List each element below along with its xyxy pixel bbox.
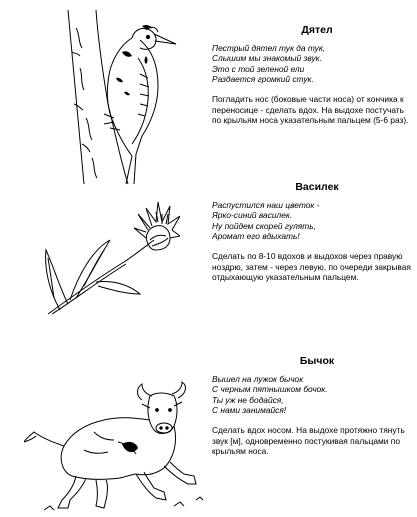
poem-line: Аромат его вдыхать! xyxy=(212,230,300,241)
bull-icon xyxy=(24,380,204,512)
poem-line: С черным пятнышком бочок. xyxy=(212,384,328,395)
poem-line: Это с той зеленой ели xyxy=(212,63,305,74)
woodpecker-icon xyxy=(62,8,180,186)
poem-line: Распустился наш цветок - xyxy=(212,200,320,210)
cornflower-section xyxy=(212,181,412,283)
instruction-text: Сделать вдох носом. На выдохе протяжно тянуть звук [м], одновременно постукивая пальцами по крыльям носа. xyxy=(212,425,405,457)
instruction-text: Погладить нос (боковые части носа) от кончика к переносице - сделать вдох. На выдохе постучать по крыльям носа указательным пальцем (5-6 раз). xyxy=(212,94,409,126)
poem xyxy=(212,43,412,84)
poem xyxy=(212,200,412,241)
section-title: Василек xyxy=(295,181,339,193)
section-title: Бычок xyxy=(299,355,335,367)
section-title: Дятел xyxy=(301,24,333,36)
poem-line: Слышим мы знакомый звук. xyxy=(212,53,322,64)
poem-line: Пестрый дятел тук да тук, xyxy=(212,43,326,53)
bull-section xyxy=(212,355,412,457)
poem-line: Ты уж не бодайся, xyxy=(212,394,284,405)
poem-line: Ярко-синий василек. xyxy=(212,210,293,221)
poem-line: Раздается громкий стук. xyxy=(212,73,314,84)
woodpecker-section xyxy=(212,24,412,126)
poem-line: Ну пойдем скорей гулять, xyxy=(212,220,316,231)
instruction-text: Сделать по 8-10 вдохов и выдохов через правую ноздрю, затем - через левую, по очереди закрывая отдыхающую указательным пальцем. xyxy=(212,251,411,283)
cornflower-icon xyxy=(40,200,180,318)
poem-line: С нами занимайся! xyxy=(212,404,287,415)
poem xyxy=(212,374,412,415)
poem-line: Вышел на лужок бычок xyxy=(212,374,304,384)
